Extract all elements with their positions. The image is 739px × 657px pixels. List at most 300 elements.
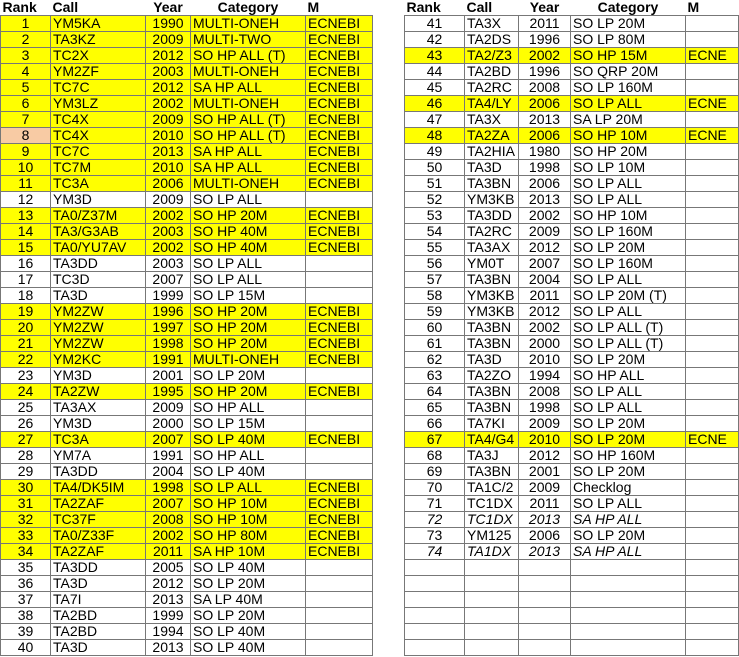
category-cell[interactable]: MULTI-ONEH bbox=[191, 16, 306, 32]
m-cell[interactable] bbox=[686, 368, 739, 384]
call-cell[interactable]: TC4X bbox=[51, 112, 146, 128]
m-cell[interactable]: ECNEBI bbox=[306, 480, 373, 496]
year-cell[interactable]: 2003 bbox=[146, 256, 191, 272]
rank-cell[interactable]: 33 bbox=[1, 528, 51, 544]
category-cell[interactable]: MULTI-TWO bbox=[191, 32, 306, 48]
category-cell[interactable]: SO LP ALL bbox=[571, 272, 686, 288]
rank-cell[interactable]: 64 bbox=[405, 384, 465, 400]
m-cell[interactable] bbox=[686, 256, 739, 272]
rank-cell[interactable]: 37 bbox=[1, 592, 51, 608]
call-cell[interactable]: TA3BN bbox=[465, 272, 519, 288]
year-cell[interactable]: 1996 bbox=[519, 32, 571, 48]
category-cell[interactable]: SA HP ALL bbox=[571, 512, 686, 528]
category-cell[interactable]: SO LP 40M bbox=[191, 560, 306, 576]
table-row[interactable] bbox=[405, 272, 739, 288]
rank-cell[interactable]: 44 bbox=[405, 64, 465, 80]
year-cell[interactable]: 2012 bbox=[146, 80, 191, 96]
table-row[interactable] bbox=[1, 48, 373, 64]
rank-cell[interactable]: 16 bbox=[1, 256, 51, 272]
rank-cell[interactable]: 66 bbox=[405, 416, 465, 432]
year-cell[interactable]: 1999 bbox=[146, 288, 191, 304]
rank-cell[interactable] bbox=[405, 624, 465, 640]
year-cell[interactable]: 1998 bbox=[146, 336, 191, 352]
m-cell[interactable]: ECNEBI bbox=[306, 112, 373, 128]
category-cell[interactable]: SO LP 20M bbox=[571, 464, 686, 480]
m-cell[interactable]: ECNEBI bbox=[306, 48, 373, 64]
category-cell[interactable]: SO HP 20M bbox=[191, 384, 306, 400]
rank-cell[interactable]: 34 bbox=[1, 544, 51, 560]
rank-cell[interactable] bbox=[405, 592, 465, 608]
m-cell[interactable] bbox=[686, 576, 739, 592]
year-cell[interactable]: 2005 bbox=[146, 560, 191, 576]
rank-cell[interactable]: 62 bbox=[405, 352, 465, 368]
table-row[interactable] bbox=[1, 416, 373, 432]
table-row[interactable] bbox=[1, 256, 373, 272]
table-row[interactable] bbox=[1, 528, 373, 544]
call-cell[interactable] bbox=[465, 608, 519, 624]
m-cell[interactable] bbox=[686, 272, 739, 288]
year-cell[interactable]: 2007 bbox=[146, 432, 191, 448]
rank-cell[interactable]: 2 bbox=[1, 32, 51, 48]
table-row[interactable] bbox=[1, 240, 373, 256]
table-row[interactable] bbox=[1, 560, 373, 576]
m-cell[interactable] bbox=[686, 464, 739, 480]
m-cell[interactable]: ECNEBI bbox=[306, 128, 373, 144]
year-cell[interactable]: 2000 bbox=[146, 416, 191, 432]
table-row[interactable] bbox=[405, 640, 739, 656]
rank-cell[interactable]: 27 bbox=[1, 432, 51, 448]
year-cell[interactable]: 1980 bbox=[519, 144, 571, 160]
rank-cell[interactable]: 23 bbox=[1, 368, 51, 384]
category-cell[interactable]: SO HP 15M bbox=[571, 48, 686, 64]
call-cell[interactable]: TA2BD bbox=[51, 608, 146, 624]
category-cell[interactable]: SO HP 20M bbox=[191, 208, 306, 224]
category-cell[interactable]: SO LP ALL bbox=[571, 304, 686, 320]
year-cell[interactable]: 2011 bbox=[146, 544, 191, 560]
rank-cell[interactable]: 60 bbox=[405, 320, 465, 336]
category-cell[interactable]: SO HP 10M bbox=[191, 496, 306, 512]
category-cell[interactable]: SO HP ALL (T) bbox=[191, 112, 306, 128]
m-cell[interactable]: ECNEBI bbox=[306, 240, 373, 256]
category-cell[interactable]: SO LP 20M bbox=[191, 608, 306, 624]
rank-cell[interactable]: 20 bbox=[1, 320, 51, 336]
m-cell[interactable] bbox=[686, 608, 739, 624]
call-cell[interactable]: TA3AX bbox=[51, 400, 146, 416]
call-cell[interactable]: YM2ZW bbox=[51, 320, 146, 336]
category-cell[interactable]: SO LP 10M bbox=[571, 160, 686, 176]
m-cell[interactable] bbox=[686, 496, 739, 512]
call-cell[interactable]: TA0/Z33F bbox=[51, 528, 146, 544]
table-row[interactable] bbox=[1, 224, 373, 240]
category-cell[interactable]: SA HP 10M bbox=[191, 544, 306, 560]
rank-cell[interactable]: 3 bbox=[1, 48, 51, 64]
m-cell[interactable]: ECNEBI bbox=[306, 304, 373, 320]
rank-cell[interactable] bbox=[405, 560, 465, 576]
category-cell[interactable]: SO LP 15M bbox=[191, 288, 306, 304]
table-row[interactable] bbox=[405, 320, 739, 336]
m-cell[interactable] bbox=[306, 576, 373, 592]
rank-cell[interactable] bbox=[405, 608, 465, 624]
m-cell[interactable] bbox=[686, 480, 739, 496]
call-cell[interactable]: YM3D bbox=[51, 368, 146, 384]
table-row[interactable] bbox=[405, 352, 739, 368]
year-cell[interactable]: 2009 bbox=[146, 400, 191, 416]
year-cell[interactable]: 2007 bbox=[146, 496, 191, 512]
year-cell[interactable] bbox=[519, 608, 571, 624]
table-row[interactable] bbox=[405, 48, 739, 64]
m-cell[interactable]: ECNEBI bbox=[306, 32, 373, 48]
category-cell[interactable]: SO LP 40M bbox=[191, 640, 306, 656]
call-cell[interactable]: TA3J bbox=[465, 448, 519, 464]
year-cell[interactable]: 2013 bbox=[519, 512, 571, 528]
m-cell[interactable] bbox=[686, 16, 739, 32]
call-cell[interactable]: TA3D bbox=[51, 288, 146, 304]
table-row[interactable] bbox=[1, 272, 373, 288]
m-cell[interactable] bbox=[686, 592, 739, 608]
year-cell[interactable]: 1996 bbox=[519, 64, 571, 80]
table-row[interactable] bbox=[1, 288, 373, 304]
table-row[interactable] bbox=[1, 576, 373, 592]
table-row[interactable] bbox=[1, 80, 373, 96]
rank-cell[interactable]: 67 bbox=[405, 432, 465, 448]
rank-cell[interactable]: 73 bbox=[405, 528, 465, 544]
call-cell[interactable]: TA3DD bbox=[51, 256, 146, 272]
call-cell[interactable]: TA2/Z3 bbox=[465, 48, 519, 64]
m-cell[interactable] bbox=[306, 640, 373, 656]
call-cell[interactable]: TA2BD bbox=[465, 64, 519, 80]
year-cell[interactable]: 2002 bbox=[519, 48, 571, 64]
category-cell[interactable]: SO HP ALL (T) bbox=[191, 128, 306, 144]
year-cell[interactable]: 2013 bbox=[146, 144, 191, 160]
category-cell[interactable]: SA LP 40M bbox=[191, 592, 306, 608]
m-cell[interactable] bbox=[686, 240, 739, 256]
category-cell[interactable]: SO LP 80M bbox=[571, 32, 686, 48]
m-cell[interactable] bbox=[306, 192, 373, 208]
m-cell[interactable]: ECNEBI bbox=[306, 384, 373, 400]
table-row[interactable] bbox=[1, 464, 373, 480]
call-cell[interactable]: TA1C/2 bbox=[465, 480, 519, 496]
m-cell[interactable] bbox=[686, 528, 739, 544]
table-row[interactable] bbox=[1, 128, 373, 144]
table-row[interactable] bbox=[1, 384, 373, 400]
category-cell[interactable]: SO HP 20M bbox=[191, 304, 306, 320]
table-row[interactable] bbox=[405, 64, 739, 80]
year-cell[interactable]: 1991 bbox=[146, 352, 191, 368]
rank-cell[interactable]: 49 bbox=[405, 144, 465, 160]
year-cell[interactable]: 2012 bbox=[146, 576, 191, 592]
rank-cell[interactable]: 39 bbox=[1, 624, 51, 640]
category-cell[interactable]: SO LP ALL (T) bbox=[571, 320, 686, 336]
m-cell[interactable] bbox=[306, 416, 373, 432]
table-row[interactable] bbox=[1, 640, 373, 656]
rank-cell[interactable]: 54 bbox=[405, 224, 465, 240]
table-row[interactable] bbox=[405, 432, 739, 448]
category-cell[interactable]: SO HP 10M bbox=[571, 208, 686, 224]
category-cell[interactable]: SA HP ALL bbox=[191, 160, 306, 176]
m-cell[interactable] bbox=[686, 624, 739, 640]
category-cell[interactable]: SO LP 40M bbox=[191, 624, 306, 640]
year-cell[interactable]: 2009 bbox=[146, 32, 191, 48]
year-cell[interactable]: 2002 bbox=[146, 96, 191, 112]
category-cell[interactable]: SO HP 20M bbox=[191, 336, 306, 352]
category-cell[interactable]: SO LP 20M bbox=[571, 432, 686, 448]
category-cell[interactable]: SO HP 20M bbox=[191, 320, 306, 336]
m-cell[interactable] bbox=[686, 160, 739, 176]
year-cell[interactable] bbox=[519, 592, 571, 608]
category-cell[interactable]: SO LP ALL bbox=[571, 496, 686, 512]
call-cell[interactable]: YM0T bbox=[465, 256, 519, 272]
category-cell[interactable]: SO LP ALL bbox=[191, 480, 306, 496]
category-cell[interactable]: SO HP ALL bbox=[571, 368, 686, 384]
year-cell[interactable]: 1994 bbox=[519, 368, 571, 384]
call-cell[interactable]: TA3X bbox=[465, 16, 519, 32]
table-row[interactable] bbox=[1, 320, 373, 336]
category-cell[interactable]: SO HP ALL bbox=[191, 400, 306, 416]
year-cell[interactable]: 2011 bbox=[519, 16, 571, 32]
category-cell[interactable]: SA HP ALL bbox=[571, 544, 686, 560]
year-cell[interactable]: 2012 bbox=[146, 48, 191, 64]
table-row[interactable] bbox=[405, 112, 739, 128]
table-row[interactable] bbox=[405, 16, 739, 32]
table-row[interactable] bbox=[405, 256, 739, 272]
category-cell[interactable]: SO LP ALL bbox=[571, 384, 686, 400]
table-row[interactable] bbox=[405, 592, 739, 608]
call-cell[interactable]: TA3BN bbox=[465, 336, 519, 352]
year-cell[interactable]: 2013 bbox=[146, 592, 191, 608]
call-cell[interactable]: TC3A bbox=[51, 176, 146, 192]
year-cell[interactable]: 2009 bbox=[519, 224, 571, 240]
table-row[interactable] bbox=[405, 208, 739, 224]
rank-cell[interactable]: 24 bbox=[1, 384, 51, 400]
m-cell[interactable] bbox=[306, 288, 373, 304]
m-cell[interactable] bbox=[686, 448, 739, 464]
m-cell[interactable]: ECNEBI bbox=[306, 160, 373, 176]
m-cell[interactable] bbox=[686, 320, 739, 336]
call-cell[interactable]: TC7M bbox=[51, 160, 146, 176]
table-row[interactable] bbox=[1, 144, 373, 160]
category-cell[interactable]: SO LP 20M bbox=[571, 352, 686, 368]
table-row[interactable] bbox=[1, 176, 373, 192]
call-cell[interactable]: TA2RC bbox=[465, 80, 519, 96]
rank-cell[interactable]: 26 bbox=[1, 416, 51, 432]
category-cell[interactable] bbox=[571, 592, 686, 608]
m-cell[interactable] bbox=[306, 368, 373, 384]
category-cell[interactable]: SO LP ALL bbox=[571, 400, 686, 416]
rank-cell[interactable]: 21 bbox=[1, 336, 51, 352]
year-cell[interactable]: 2013 bbox=[519, 544, 571, 560]
year-cell[interactable]: 1997 bbox=[146, 320, 191, 336]
call-cell[interactable]: TA1DX bbox=[465, 544, 519, 560]
call-cell[interactable]: TA3BN bbox=[465, 176, 519, 192]
m-cell[interactable]: ECNE bbox=[686, 96, 739, 112]
rank-cell[interactable]: 55 bbox=[405, 240, 465, 256]
category-cell[interactable]: SO LP 15M bbox=[191, 416, 306, 432]
rank-cell[interactable]: 63 bbox=[405, 368, 465, 384]
m-cell[interactable]: ECNEBI bbox=[306, 336, 373, 352]
m-cell[interactable] bbox=[686, 416, 739, 432]
table-row[interactable] bbox=[1, 592, 373, 608]
table-row[interactable] bbox=[405, 480, 739, 496]
call-cell[interactable]: TA0/Z37M bbox=[51, 208, 146, 224]
table-row[interactable] bbox=[405, 560, 739, 576]
m-cell[interactable] bbox=[306, 272, 373, 288]
year-cell[interactable]: 2010 bbox=[146, 160, 191, 176]
year-cell[interactable]: 2013 bbox=[519, 192, 571, 208]
call-cell[interactable]: TA3D bbox=[465, 160, 519, 176]
m-cell[interactable]: ECNEBI bbox=[306, 144, 373, 160]
year-cell[interactable] bbox=[519, 576, 571, 592]
category-cell[interactable]: SO LP ALL bbox=[191, 192, 306, 208]
rank-cell[interactable]: 22 bbox=[1, 352, 51, 368]
year-cell[interactable]: 1995 bbox=[146, 384, 191, 400]
call-cell[interactable]: TC3A bbox=[51, 432, 146, 448]
rank-cell[interactable]: 74 bbox=[405, 544, 465, 560]
m-cell[interactable]: ECNEBI bbox=[306, 176, 373, 192]
year-cell[interactable]: 2012 bbox=[519, 448, 571, 464]
table-row[interactable] bbox=[1, 112, 373, 128]
year-cell[interactable]: 1996 bbox=[146, 304, 191, 320]
category-cell[interactable]: SO HP 10M bbox=[571, 128, 686, 144]
m-cell[interactable] bbox=[306, 400, 373, 416]
year-cell[interactable]: 2009 bbox=[146, 112, 191, 128]
call-cell[interactable]: TA3X bbox=[465, 112, 519, 128]
rank-cell[interactable]: 9 bbox=[1, 144, 51, 160]
table-row[interactable] bbox=[405, 192, 739, 208]
year-cell[interactable]: 2002 bbox=[519, 208, 571, 224]
table-row[interactable] bbox=[405, 464, 739, 480]
rank-cell[interactable]: 29 bbox=[1, 464, 51, 480]
m-cell[interactable] bbox=[306, 464, 373, 480]
table-row[interactable] bbox=[1, 624, 373, 640]
m-cell[interactable]: ECNE bbox=[686, 48, 739, 64]
category-cell[interactable]: SO LP 20M bbox=[571, 16, 686, 32]
table-row[interactable] bbox=[405, 160, 739, 176]
call-cell[interactable]: YM5KA bbox=[51, 16, 146, 32]
year-cell[interactable]: 2012 bbox=[519, 304, 571, 320]
rank-cell[interactable]: 56 bbox=[405, 256, 465, 272]
table-row[interactable] bbox=[1, 512, 373, 528]
m-cell[interactable] bbox=[686, 176, 739, 192]
table-row[interactable] bbox=[405, 176, 739, 192]
category-cell[interactable]: SO QRP 20M bbox=[571, 64, 686, 80]
m-cell[interactable]: ECNE bbox=[686, 432, 739, 448]
year-cell[interactable]: 1990 bbox=[146, 16, 191, 32]
table-row[interactable] bbox=[405, 544, 739, 560]
m-cell[interactable] bbox=[686, 304, 739, 320]
m-cell[interactable] bbox=[686, 144, 739, 160]
category-cell[interactable]: SO HP 160M bbox=[571, 448, 686, 464]
year-cell[interactable]: 2009 bbox=[146, 192, 191, 208]
call-cell[interactable]: TA3DD bbox=[465, 208, 519, 224]
category-cell[interactable] bbox=[571, 624, 686, 640]
category-cell[interactable]: SO HP ALL bbox=[191, 448, 306, 464]
call-cell[interactable]: TC4X bbox=[51, 128, 146, 144]
year-cell[interactable]: 2011 bbox=[519, 496, 571, 512]
category-cell[interactable]: SO HP 40M bbox=[191, 240, 306, 256]
year-cell[interactable]: 1994 bbox=[146, 624, 191, 640]
table-row[interactable] bbox=[1, 160, 373, 176]
call-cell[interactable]: YM2ZW bbox=[51, 336, 146, 352]
rank-cell[interactable]: 41 bbox=[405, 16, 465, 32]
table-row[interactable] bbox=[405, 96, 739, 112]
year-cell[interactable]: 2013 bbox=[519, 112, 571, 128]
year-cell[interactable]: 2011 bbox=[519, 288, 571, 304]
category-cell[interactable]: SO LP 20M bbox=[191, 576, 306, 592]
m-cell[interactable] bbox=[686, 192, 739, 208]
m-cell[interactable]: ECNEBI bbox=[306, 528, 373, 544]
call-cell[interactable]: TA7KI bbox=[465, 416, 519, 432]
rank-cell[interactable]: 17 bbox=[1, 272, 51, 288]
year-cell[interactable]: 2010 bbox=[519, 432, 571, 448]
call-cell[interactable]: TA4/LY bbox=[465, 96, 519, 112]
rank-cell[interactable]: 46 bbox=[405, 96, 465, 112]
rank-cell[interactable]: 58 bbox=[405, 288, 465, 304]
table-row[interactable] bbox=[1, 32, 373, 48]
table-row[interactable] bbox=[1, 608, 373, 624]
call-cell[interactable]: TA2DS bbox=[465, 32, 519, 48]
rank-cell[interactable]: 45 bbox=[405, 80, 465, 96]
table-row[interactable] bbox=[405, 240, 739, 256]
category-cell[interactable]: SO LP 20M bbox=[571, 528, 686, 544]
rank-cell[interactable]: 50 bbox=[405, 160, 465, 176]
call-cell[interactable]: TA3BN bbox=[465, 384, 519, 400]
call-cell[interactable]: TA2HIA bbox=[465, 144, 519, 160]
table-row[interactable] bbox=[1, 400, 373, 416]
year-cell[interactable]: 2006 bbox=[519, 96, 571, 112]
call-cell[interactable]: TC7C bbox=[51, 144, 146, 160]
rank-cell[interactable]: 68 bbox=[405, 448, 465, 464]
rank-cell[interactable]: 65 bbox=[405, 400, 465, 416]
rank-cell[interactable]: 4 bbox=[1, 64, 51, 80]
rank-cell[interactable]: 40 bbox=[1, 640, 51, 656]
call-cell[interactable]: TA3DD bbox=[51, 464, 146, 480]
table-row[interactable] bbox=[1, 368, 373, 384]
category-cell[interactable]: SO LP ALL bbox=[191, 272, 306, 288]
category-cell[interactable]: SO LP ALL bbox=[571, 96, 686, 112]
category-cell[interactable]: SO LP 20M bbox=[191, 368, 306, 384]
year-cell[interactable]: 2009 bbox=[519, 480, 571, 496]
call-cell[interactable]: YM2ZF bbox=[51, 64, 146, 80]
rank-cell[interactable]: 70 bbox=[405, 480, 465, 496]
year-cell[interactable]: 2008 bbox=[146, 512, 191, 528]
m-cell[interactable]: ECNEBI bbox=[306, 544, 373, 560]
rank-cell[interactable]: 52 bbox=[405, 192, 465, 208]
table-row[interactable] bbox=[1, 336, 373, 352]
table-row[interactable] bbox=[405, 32, 739, 48]
rank-cell[interactable]: 43 bbox=[405, 48, 465, 64]
category-cell[interactable]: SA HP ALL bbox=[191, 80, 306, 96]
m-cell[interactable] bbox=[686, 400, 739, 416]
m-cell[interactable] bbox=[306, 256, 373, 272]
year-cell[interactable]: 2002 bbox=[519, 320, 571, 336]
call-cell[interactable]: TA2ZW bbox=[51, 384, 146, 400]
category-cell[interactable]: SO HP 10M bbox=[191, 512, 306, 528]
year-cell[interactable]: 2013 bbox=[146, 640, 191, 656]
call-cell[interactable] bbox=[465, 560, 519, 576]
rank-cell[interactable]: 30 bbox=[1, 480, 51, 496]
category-cell[interactable]: SO LP ALL bbox=[571, 176, 686, 192]
call-cell[interactable] bbox=[465, 624, 519, 640]
m-cell[interactable]: ECNEBI bbox=[306, 432, 373, 448]
rank-cell[interactable]: 12 bbox=[1, 192, 51, 208]
table-row[interactable] bbox=[1, 480, 373, 496]
table-row[interactable] bbox=[405, 288, 739, 304]
call-cell[interactable]: TC3D bbox=[51, 272, 146, 288]
call-cell[interactable]: TA3D bbox=[465, 352, 519, 368]
year-cell[interactable]: 1999 bbox=[146, 608, 191, 624]
call-cell[interactable]: YM3KB bbox=[465, 304, 519, 320]
year-cell[interactable]: 2007 bbox=[146, 272, 191, 288]
